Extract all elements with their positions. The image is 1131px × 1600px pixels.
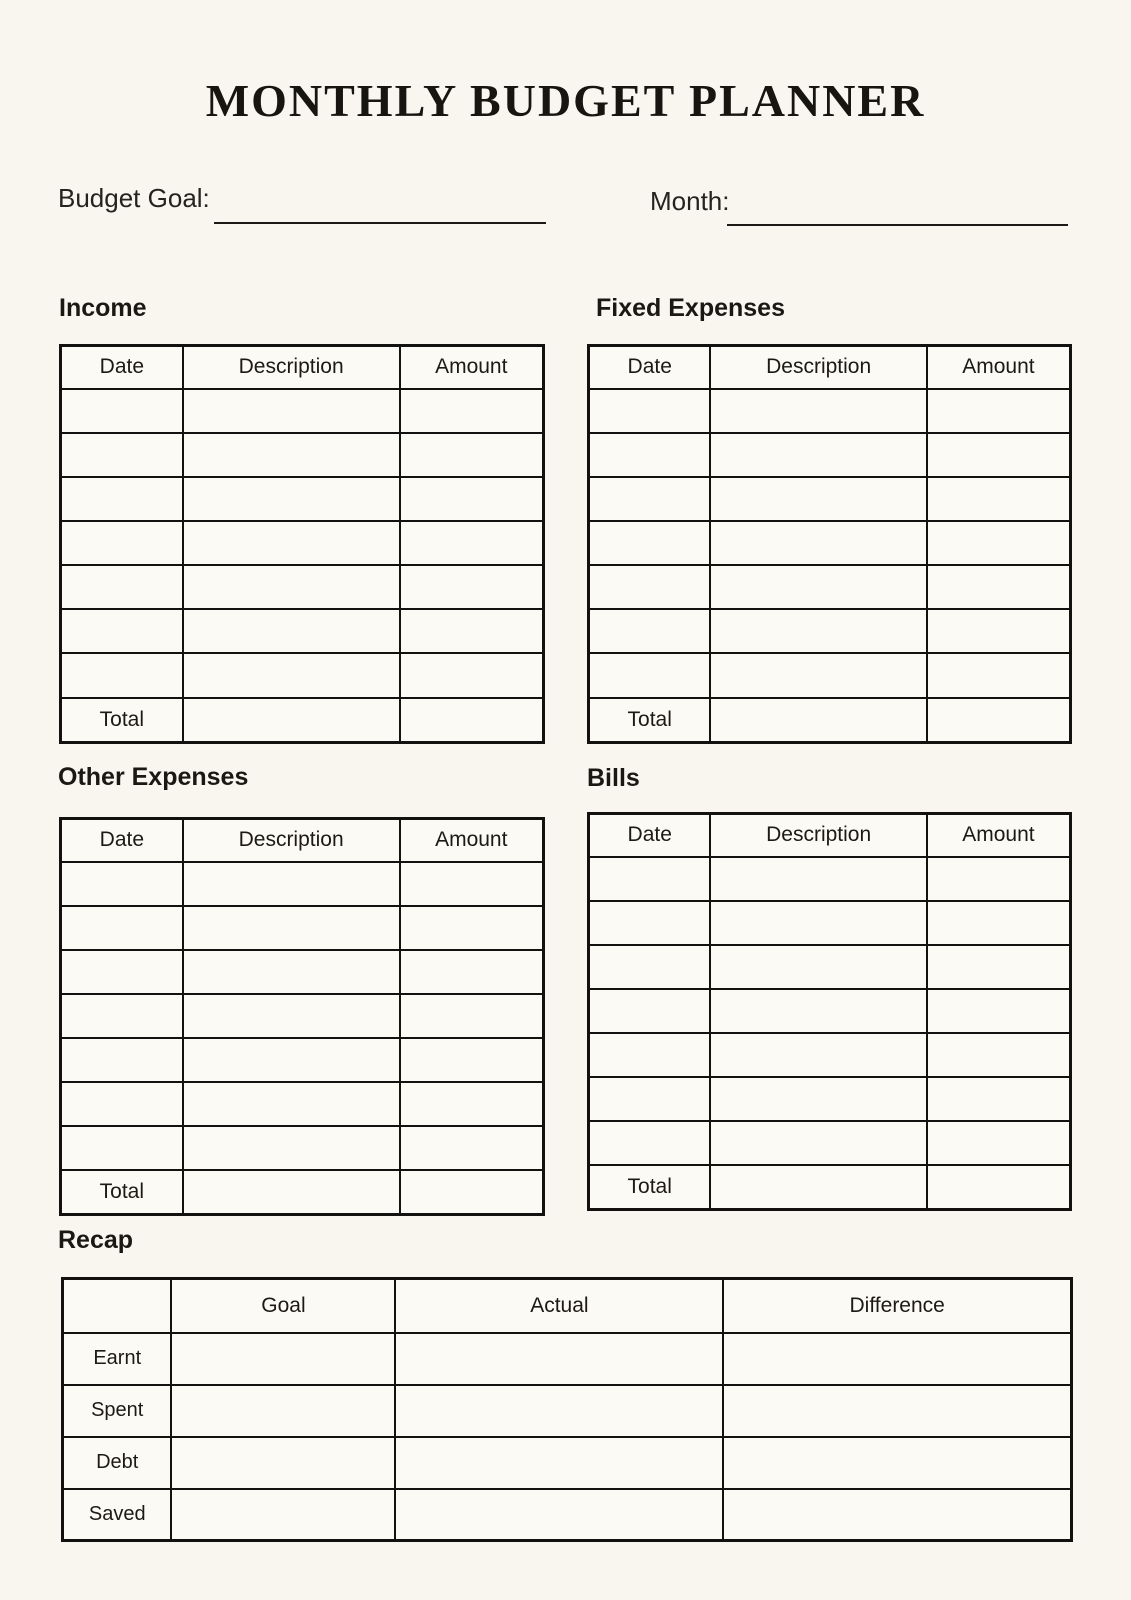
total-description-cell bbox=[710, 698, 926, 743]
empty-cell bbox=[589, 521, 711, 565]
total-amount-cell bbox=[400, 698, 544, 743]
empty-entry-row bbox=[589, 1033, 1071, 1077]
empty-cell bbox=[61, 389, 183, 433]
amount-column-header: Amount bbox=[400, 346, 544, 389]
empty-cell bbox=[589, 433, 711, 477]
empty-cell bbox=[183, 994, 400, 1038]
empty-cell bbox=[710, 945, 926, 989]
recap-row-debt bbox=[63, 1437, 1072, 1489]
empty-cell bbox=[183, 477, 400, 521]
empty-entry-row bbox=[589, 477, 1071, 521]
empty-cell bbox=[710, 389, 926, 433]
recap-row-label: Debt bbox=[63, 1437, 172, 1489]
recap-row-label: Earnt bbox=[63, 1333, 172, 1385]
bills-section-title: Bills bbox=[587, 764, 640, 792]
empty-entry-row bbox=[61, 994, 544, 1038]
total-row bbox=[589, 1165, 1071, 1210]
recap-row-label: Saved bbox=[63, 1489, 172, 1541]
empty-cell bbox=[710, 989, 926, 1033]
empty-cell bbox=[927, 1033, 1071, 1077]
empty-cell bbox=[183, 862, 400, 906]
budget-goal-label: Budget Goal: bbox=[58, 183, 210, 213]
empty-cell bbox=[183, 1126, 400, 1170]
bills-table bbox=[587, 812, 1072, 1211]
empty-cell bbox=[589, 901, 711, 945]
empty-entry-row bbox=[589, 1121, 1071, 1165]
empty-cell bbox=[927, 1121, 1071, 1165]
empty-entry-row bbox=[61, 1126, 544, 1170]
empty-cell bbox=[400, 433, 544, 477]
empty-entry-row bbox=[589, 945, 1071, 989]
empty-cell bbox=[61, 521, 183, 565]
fixed-expenses-section-title: Fixed Expenses bbox=[596, 294, 785, 322]
empty-cell bbox=[61, 653, 183, 697]
empty-cell bbox=[400, 1038, 544, 1082]
empty-cell bbox=[710, 1077, 926, 1121]
table-header-row bbox=[589, 814, 1071, 857]
empty-cell bbox=[927, 521, 1071, 565]
empty-cell bbox=[710, 1033, 926, 1077]
empty-cell bbox=[400, 950, 544, 994]
empty-cell bbox=[400, 477, 544, 521]
empty-cell bbox=[400, 565, 544, 609]
empty-cell bbox=[927, 901, 1071, 945]
empty-entry-row bbox=[61, 433, 544, 477]
date-column-header: Date bbox=[589, 814, 711, 857]
difference-column-header: Difference bbox=[723, 1279, 1071, 1333]
empty-cell bbox=[589, 1077, 711, 1121]
empty-cell bbox=[710, 565, 926, 609]
empty-cell bbox=[395, 1489, 723, 1541]
empty-cell bbox=[61, 994, 183, 1038]
empty-cell bbox=[183, 565, 400, 609]
empty-cell bbox=[395, 1437, 723, 1489]
empty-entry-row bbox=[61, 862, 544, 906]
empty-entry-row bbox=[61, 1038, 544, 1082]
empty-cell bbox=[723, 1385, 1071, 1437]
actual-column-header: Actual bbox=[395, 1279, 723, 1333]
description-column-header: Description bbox=[710, 346, 926, 389]
empty-cell bbox=[171, 1385, 395, 1437]
table-header-row bbox=[61, 346, 544, 389]
date-column-header: Date bbox=[61, 346, 183, 389]
total-row bbox=[61, 1170, 544, 1215]
empty-entry-row bbox=[589, 1077, 1071, 1121]
empty-cell bbox=[927, 945, 1071, 989]
empty-cell bbox=[589, 989, 711, 1033]
empty-entry-row bbox=[61, 477, 544, 521]
total-label: Total bbox=[61, 698, 183, 743]
empty-entry-row bbox=[589, 521, 1071, 565]
other-expenses-section-title: Other Expenses bbox=[58, 763, 249, 791]
empty-cell bbox=[589, 609, 711, 653]
total-description-cell bbox=[183, 1170, 400, 1215]
empty-cell bbox=[400, 1082, 544, 1126]
empty-cell bbox=[400, 609, 544, 653]
amount-column-header: Amount bbox=[400, 819, 544, 862]
empty-cell bbox=[183, 906, 400, 950]
empty-cell bbox=[395, 1385, 723, 1437]
empty-entry-row bbox=[589, 653, 1071, 697]
total-description-cell bbox=[710, 1165, 926, 1210]
empty-cell bbox=[710, 433, 926, 477]
description-column-header: Description bbox=[183, 819, 400, 862]
empty-cell bbox=[589, 857, 711, 901]
recap-row-earnt bbox=[63, 1333, 1072, 1385]
amount-column-header: Amount bbox=[927, 346, 1071, 389]
other-expenses-table bbox=[59, 817, 545, 1216]
date-column-header: Date bbox=[589, 346, 711, 389]
recap-row-label: Spent bbox=[63, 1385, 172, 1437]
table-header-row bbox=[61, 819, 544, 862]
empty-cell bbox=[400, 994, 544, 1038]
income-section-title: Income bbox=[59, 294, 147, 322]
empty-cell bbox=[61, 950, 183, 994]
empty-cell bbox=[61, 1126, 183, 1170]
empty-cell bbox=[400, 906, 544, 950]
total-amount-cell bbox=[927, 1165, 1071, 1210]
empty-cell bbox=[710, 521, 926, 565]
fixed-expenses-table bbox=[587, 344, 1072, 744]
empty-entry-row bbox=[61, 389, 544, 433]
empty-cell bbox=[183, 609, 400, 653]
recap-table bbox=[61, 1277, 1073, 1542]
empty-cell bbox=[589, 1033, 711, 1077]
empty-entry-row bbox=[589, 901, 1071, 945]
amount-column-header: Amount bbox=[927, 814, 1071, 857]
empty-cell bbox=[61, 862, 183, 906]
empty-cell bbox=[927, 477, 1071, 521]
total-row bbox=[61, 698, 544, 743]
empty-cell bbox=[589, 565, 711, 609]
empty-cell bbox=[400, 1126, 544, 1170]
total-row bbox=[589, 698, 1071, 743]
page-title: MONTHLY BUDGET PLANNER bbox=[205, 75, 926, 126]
empty-cell bbox=[589, 389, 711, 433]
empty-cell bbox=[400, 389, 544, 433]
total-label: Total bbox=[61, 1170, 183, 1215]
empty-cell bbox=[171, 1489, 395, 1541]
empty-cell bbox=[927, 1077, 1071, 1121]
empty-cell bbox=[589, 1121, 711, 1165]
empty-cell bbox=[61, 565, 183, 609]
empty-cell bbox=[183, 433, 400, 477]
recap-row-saved bbox=[63, 1489, 1072, 1541]
empty-cell bbox=[171, 1333, 395, 1385]
total-amount-cell bbox=[400, 1170, 544, 1215]
total-label: Total bbox=[589, 698, 711, 743]
empty-entry-row bbox=[589, 989, 1071, 1033]
empty-cell bbox=[61, 609, 183, 653]
empty-entry-row bbox=[61, 609, 544, 653]
empty-cell bbox=[927, 857, 1071, 901]
empty-cell bbox=[723, 1333, 1071, 1385]
empty-cell bbox=[589, 477, 711, 521]
empty-entry-row bbox=[589, 609, 1071, 653]
empty-cell bbox=[400, 653, 544, 697]
empty-cell bbox=[710, 1121, 926, 1165]
total-label: Total bbox=[589, 1165, 711, 1210]
empty-cell bbox=[61, 477, 183, 521]
description-column-header: Description bbox=[710, 814, 926, 857]
empty-cell bbox=[927, 989, 1071, 1033]
total-amount-cell bbox=[927, 698, 1071, 743]
empty-entry-row bbox=[61, 653, 544, 697]
empty-cell bbox=[927, 389, 1071, 433]
empty-cell bbox=[171, 1437, 395, 1489]
empty-cell bbox=[183, 389, 400, 433]
empty-cell bbox=[61, 1038, 183, 1082]
goal-column-header: Goal bbox=[171, 1279, 395, 1333]
empty-cell bbox=[927, 609, 1071, 653]
empty-entry-row bbox=[61, 565, 544, 609]
recap-header-row bbox=[63, 1279, 1072, 1333]
empty-entry-row bbox=[589, 433, 1071, 477]
empty-entry-row bbox=[589, 857, 1071, 901]
empty-cell bbox=[183, 950, 400, 994]
empty-entry-row bbox=[61, 1082, 544, 1126]
empty-entry-row bbox=[61, 521, 544, 565]
empty-cell bbox=[61, 433, 183, 477]
empty-cell bbox=[183, 653, 400, 697]
empty-cell bbox=[61, 1082, 183, 1126]
income-table bbox=[59, 344, 545, 744]
empty-entry-row bbox=[589, 565, 1071, 609]
empty-cell bbox=[710, 653, 926, 697]
recap-corner-cell bbox=[63, 1279, 172, 1333]
empty-cell bbox=[589, 653, 711, 697]
empty-entry-row bbox=[61, 950, 544, 994]
empty-entry-row bbox=[61, 906, 544, 950]
empty-cell bbox=[710, 857, 926, 901]
empty-cell bbox=[400, 521, 544, 565]
date-column-header: Date bbox=[61, 819, 183, 862]
budget-goal-write-line bbox=[214, 222, 546, 224]
empty-cell bbox=[589, 945, 711, 989]
empty-cell bbox=[927, 653, 1071, 697]
empty-cell bbox=[710, 477, 926, 521]
recap-row-spent bbox=[63, 1385, 1072, 1437]
empty-entry-row bbox=[589, 389, 1071, 433]
empty-cell bbox=[723, 1437, 1071, 1489]
empty-cell bbox=[395, 1333, 723, 1385]
month-label: Month: bbox=[650, 186, 730, 216]
total-description-cell bbox=[183, 698, 400, 743]
empty-cell bbox=[400, 862, 544, 906]
empty-cell bbox=[183, 1082, 400, 1126]
empty-cell bbox=[710, 609, 926, 653]
description-column-header: Description bbox=[183, 346, 400, 389]
month-write-line bbox=[727, 224, 1068, 226]
recap-section-title: Recap bbox=[58, 1226, 134, 1254]
empty-cell bbox=[183, 521, 400, 565]
empty-cell bbox=[723, 1489, 1071, 1541]
empty-cell bbox=[183, 1038, 400, 1082]
empty-cell bbox=[61, 906, 183, 950]
table-header-row bbox=[589, 346, 1071, 389]
empty-cell bbox=[927, 433, 1071, 477]
empty-cell bbox=[927, 565, 1071, 609]
empty-cell bbox=[710, 901, 926, 945]
